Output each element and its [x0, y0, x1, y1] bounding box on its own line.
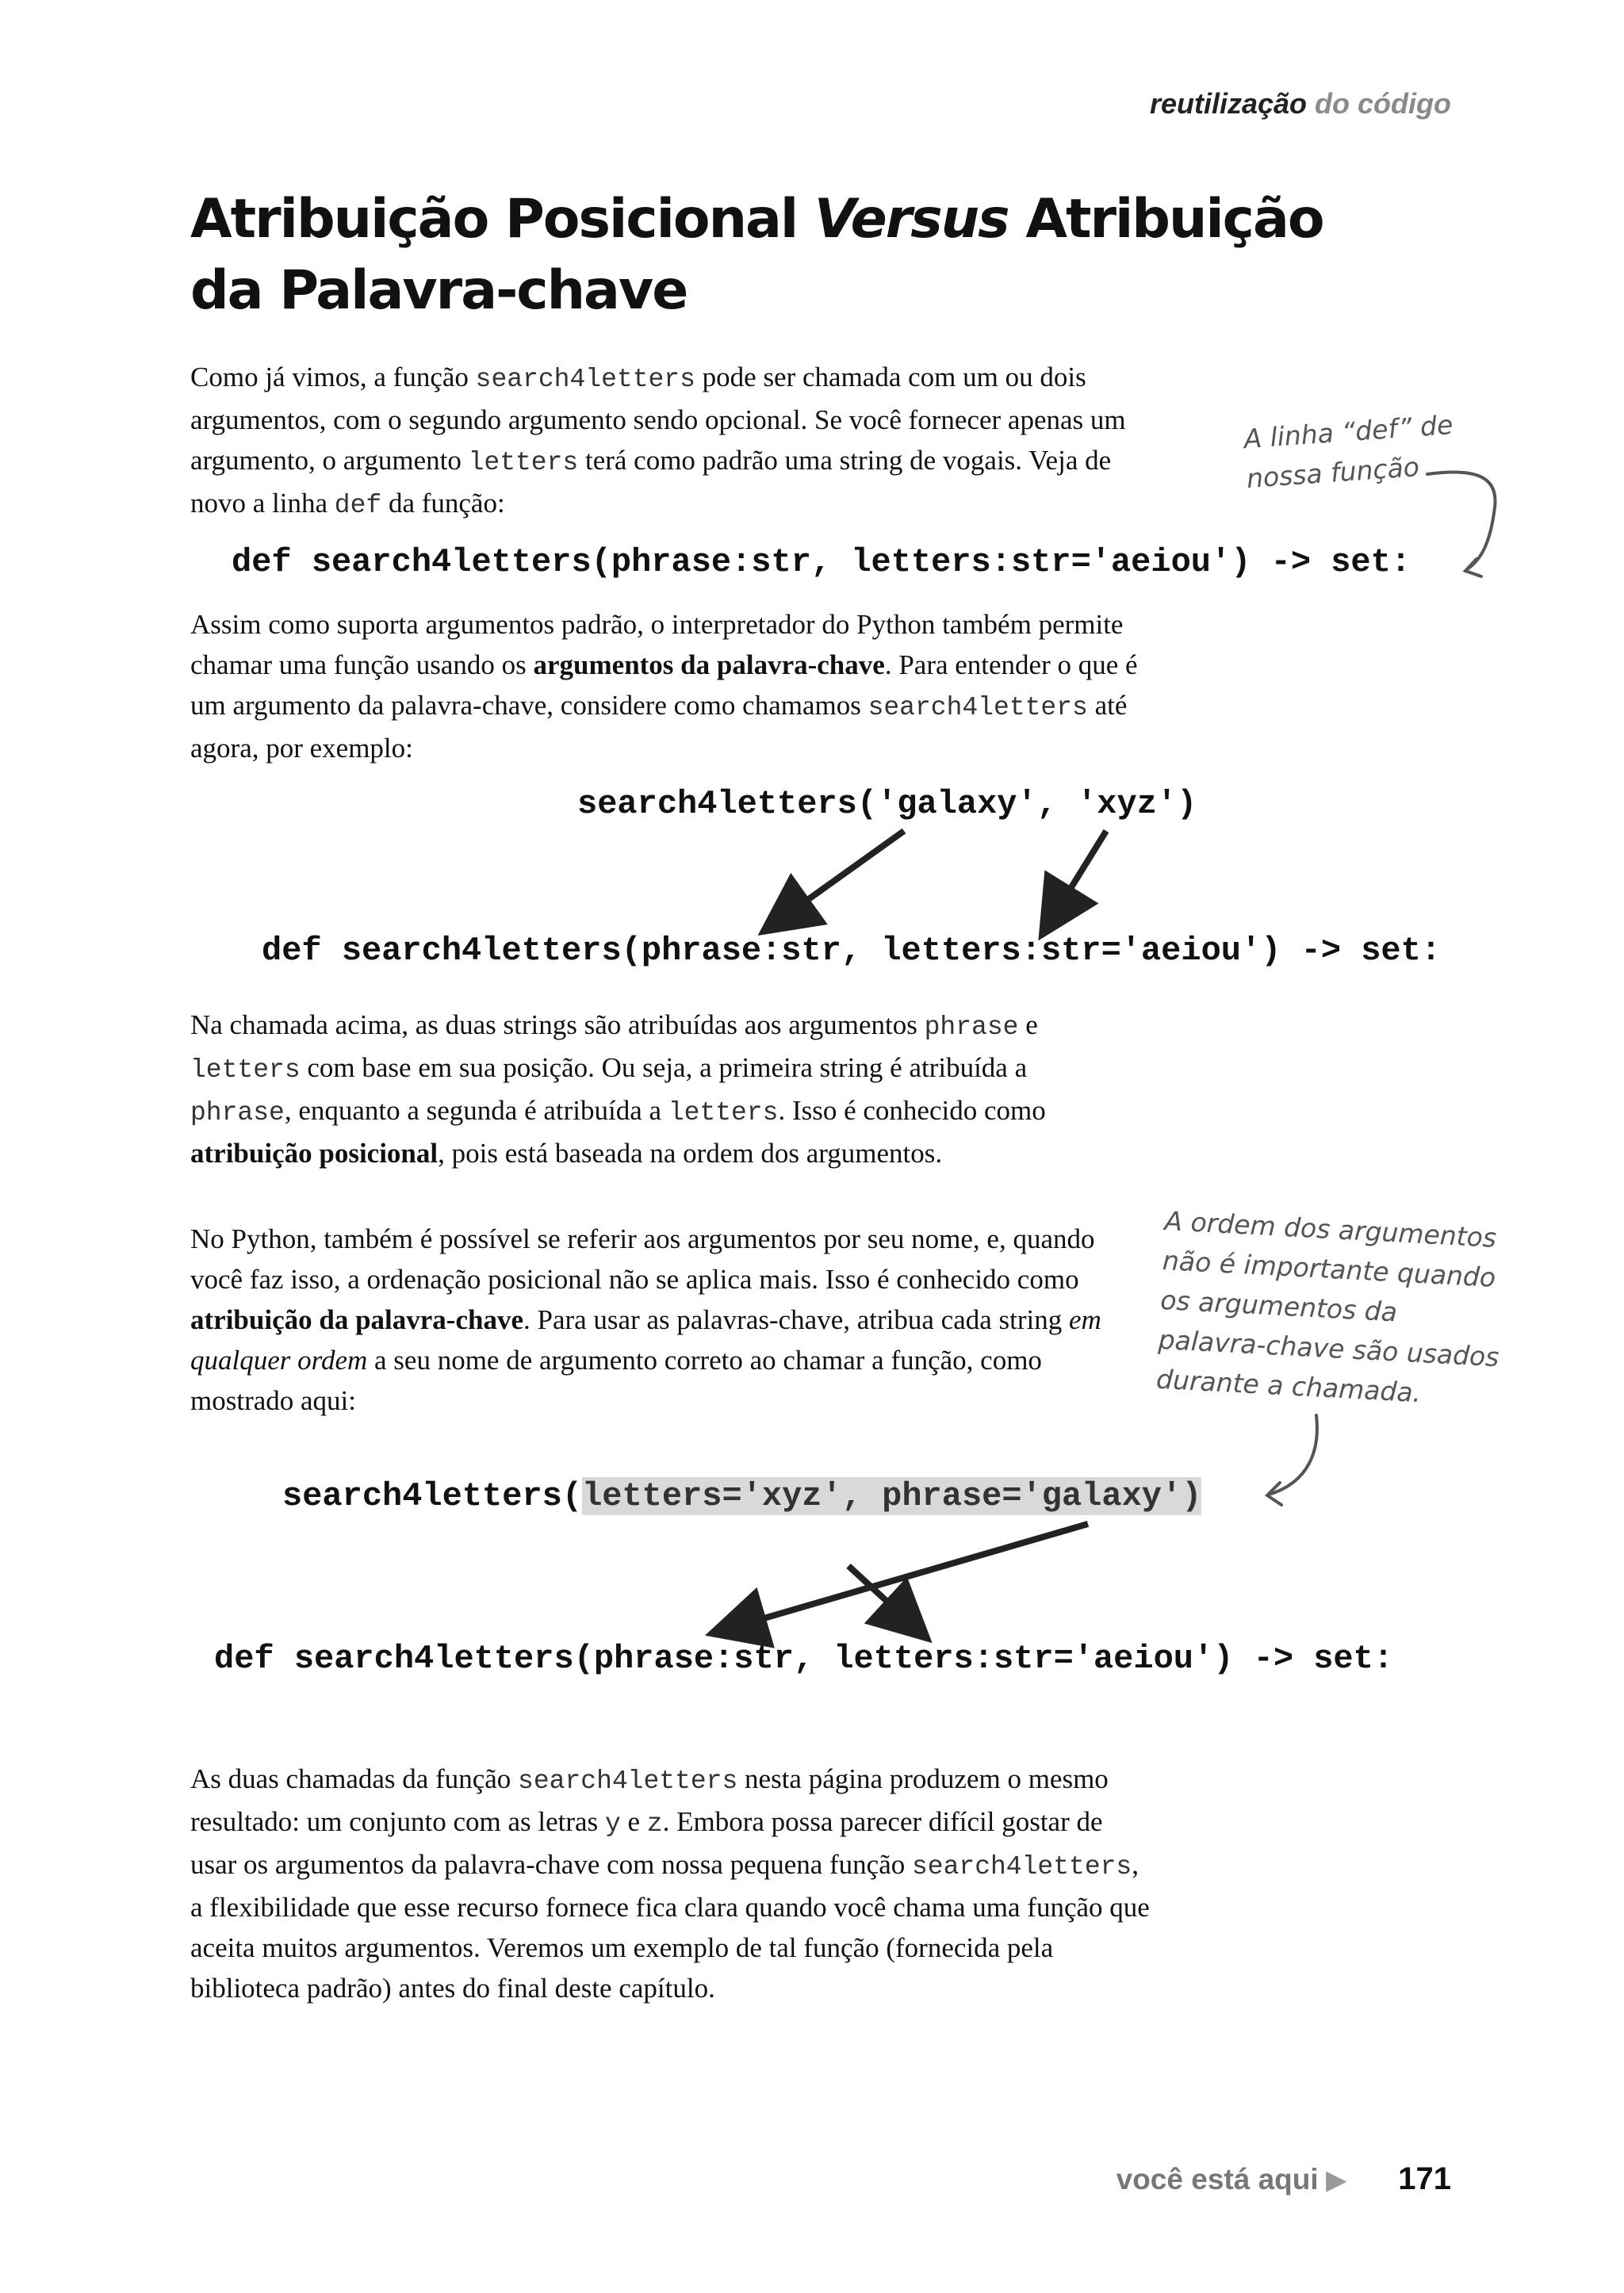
p5-code-search4letters: search4letters	[518, 1767, 738, 1796]
note1-line1: A linha “def” de	[1243, 408, 1454, 455]
p1-code-search4letters: search4letters	[475, 365, 695, 394]
p3-code-phrase: phrase	[924, 1013, 1019, 1042]
p3-code-letters: letters	[190, 1055, 301, 1085]
p1-code-def: def	[334, 491, 382, 520]
p1-text-c: terá como padrão uma string de vogais. Veja de novo a linha	[190, 445, 1112, 519]
p3-code-letters-2: letters	[668, 1098, 779, 1127]
call2-highlighted-args: letters='xyz', phrase='galaxy'	[582, 1477, 1182, 1515]
note2-line4: palavra-chave são usados	[1157, 1323, 1500, 1373]
p1-text-d: da função:	[381, 488, 505, 519]
code-def-line-3: def search4letters(phrase:str, letters:str='aeiou') -> set:	[214, 1640, 1394, 1678]
note2-pointer-arrow	[1269, 1415, 1317, 1495]
p3-text-c: com base em sua posição. Ou seja, a primeira string é atribuída a	[300, 1052, 1028, 1083]
footer-text: você está aqui	[1116, 2162, 1319, 2195]
p4-text-c: a seu nome de argumento correto ao chamar a função, como mostrado aqui:	[190, 1345, 1042, 1416]
p2-text-c: até agora, por exemplo:	[190, 690, 1128, 764]
p1-code-letters: letters	[468, 448, 579, 477]
p2-text-b: . Para entender o que é um argumento da palavra-chave, considere como chamamos	[190, 649, 1138, 721]
p5-text-d: . Embora possa parecer difícil gostar de usar os argumentos da palavra-chave com nossa pequena função	[190, 1806, 1103, 1880]
p3-text-b: e	[1018, 1009, 1038, 1040]
p4-text-a: No Python, também é possível se referir aos argumentos por seu nome, e, quando você faz isso, a ordenação posicional não se aplica mais. Isso é conhecido como	[190, 1223, 1095, 1295]
p5-text-b: nesta página produzem o mesmo resultado: um conjunto com as letras	[190, 1763, 1109, 1837]
note2-line5: durante a chamada.	[1155, 1363, 1423, 1409]
code-def-line-2: def search4letters(phrase:str, letters:str='aeiou') -> set:	[262, 932, 1442, 970]
p4-italic: em qualquer ordem	[190, 1304, 1101, 1376]
p5-text-e: , a flexibilidade que esse recurso fornece fica clara quando você chama uma função que aceita muitos argumentos. Veremos um exemplo de tal função (fornecida pela biblioteca padrão) antes do final deste capítulo.	[190, 1849, 1150, 2004]
triangle-right-icon: ▶	[1326, 2165, 1346, 2194]
p3-text-d: , enquanto a segunda é atribuída a	[284, 1095, 668, 1126]
p2-text-a: Assim como suporta argumentos padrão, o interpretador do Python também permite chamar uma função usando os	[190, 609, 1124, 680]
p5-text-a: As duas chamadas da função	[190, 1763, 519, 1794]
arrow-galaxy-to-phrase	[773, 831, 904, 924]
p2-bold-term: argumentos da palavra-chave	[533, 649, 885, 680]
arrow-xyz-to-letters	[1048, 831, 1106, 924]
title-part2: Atribuição	[1025, 188, 1323, 251]
header-light: do código	[1315, 87, 1451, 120]
note2-line3: os argumentos da	[1159, 1284, 1398, 1328]
header-bold: reutilização	[1149, 87, 1308, 120]
p3-text-f: , pois está baseada na ordem dos argumentos.	[438, 1138, 943, 1169]
page-footer	[1116, 2161, 1451, 2197]
p4-text-b: . Para usar as palavras-chave, atribua cada string	[523, 1304, 1070, 1335]
note1-pointer-arrow	[1427, 472, 1496, 569]
call2-prefix: search4letters(	[282, 1477, 583, 1515]
note2-line1: A ordem dos argumentos	[1163, 1204, 1498, 1254]
note2-line2: não é importante quando	[1162, 1244, 1497, 1293]
code-positional-call: search4letters('galaxy', 'xyz')	[577, 785, 1197, 823]
p5-code-search4letters-2: search4letters	[911, 1852, 1132, 1881]
title-line2: da Palavra-chave	[190, 259, 688, 322]
page-number: 171	[1398, 2161, 1451, 2196]
p4-bold-term: atribuição da palavra-chave	[190, 1304, 523, 1335]
title-italic: Versus	[814, 188, 1009, 251]
p1-text-a: Como já vimos, a função	[190, 362, 476, 392]
p5-code-z: z	[646, 1809, 663, 1839]
p3-bold-term: atribuição posicional	[190, 1138, 439, 1169]
p5-text-c: e	[620, 1806, 647, 1837]
p3-code-phrase-2: phrase	[190, 1098, 285, 1127]
note1-line2: nossa função	[1245, 450, 1421, 495]
title-part1: Atribuição Posicional	[190, 188, 798, 251]
p2-code-search4letters: search4letters	[868, 693, 1088, 722]
call2-suffix: )	[1182, 1477, 1202, 1515]
p3-text-a: Na chamada acima, as duas strings são atribuídas aos argumentos	[190, 1009, 925, 1040]
code-def-line-1: def search4letters(phrase:str, letters:str='aeiou') -> set:	[232, 543, 1411, 581]
p3-text-e: . Isso é conhecido como	[778, 1095, 1046, 1126]
p1-text-b: pode ser chamada com um ou dois argumentos, com o segundo argumento sendo opcional. Se você fornecer apenas um argumento, o argumento	[190, 362, 1126, 476]
note1-pointer-head	[1465, 559, 1481, 576]
p5-code-y: y	[604, 1809, 621, 1839]
